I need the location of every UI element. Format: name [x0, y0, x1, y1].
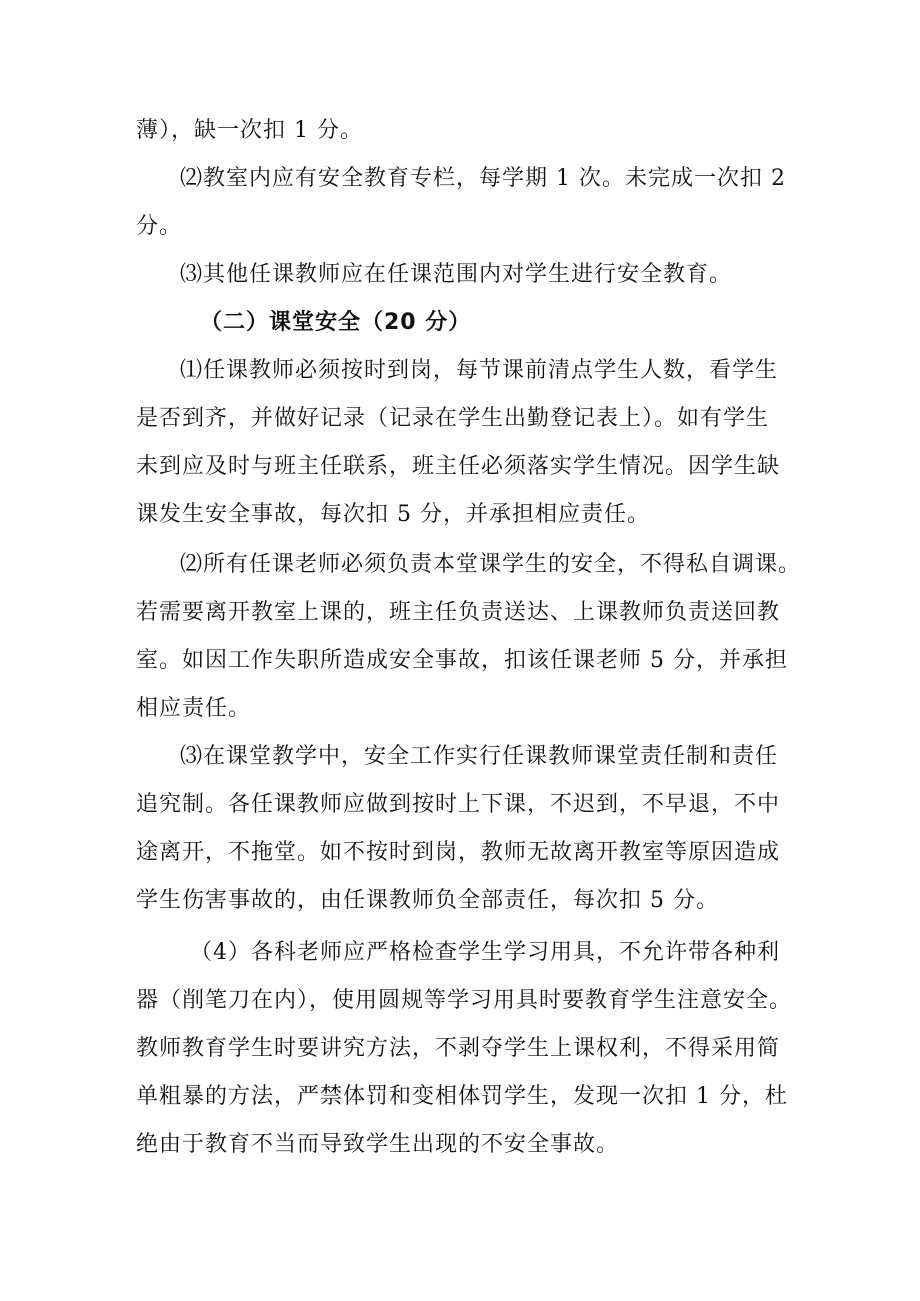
- section-heading: （二）课堂安全（20 分）: [200, 310, 472, 335]
- text-line: 若需要离开教室上课的，班主任负责送达、上课教师负责送回教: [136, 600, 781, 625]
- text-line: 追究制。各任课教师应做到按时上下课，不迟到，不早退，不中: [136, 792, 781, 817]
- text-line: 是否到齐，并做好记录（记录在学生出勤登记表上）。如有学生: [136, 406, 770, 431]
- text-line: 未到应及时与班主任联系，班主任必须落实学生情况。因学生缺: [136, 454, 781, 479]
- text-line: ⑶在课堂教学中，安全工作实行任课教师课堂责任制和责任: [180, 744, 779, 769]
- text-line: ⑵所有任课老师必须负责本堂课学生的安全，不得私自调课。: [180, 552, 802, 577]
- text-line: （4）各科老师应严格检查学生学习用具，不允许带各种利: [190, 940, 780, 965]
- text-line: 室。如因工作失职所造成安全事故，扣该任课老师 5 分，并承担: [136, 648, 788, 673]
- text-line: 绝由于教育不当而导致学生出现的不安全事故。: [136, 1132, 620, 1157]
- text-line: 课发生安全事故，每次扣 5 分，并承担相应责任。: [136, 502, 650, 527]
- text-line: 分。: [136, 214, 183, 239]
- text-line: 途离开，不拖堂。如不按时到岗，教师无故离开教室等原因造成: [136, 840, 781, 865]
- text-line: 薄），缺一次扣 1 分。: [136, 118, 363, 143]
- text-line: 器（削笔刀在内），使用圆规等学习用具时要教育学生注意安全。: [136, 988, 793, 1013]
- text-line: 相应责任。: [136, 696, 252, 721]
- text-line: 学生伤害事故的，由任课教师负全部责任，每次扣 5 分。: [136, 888, 719, 913]
- text-line: ⑵教室内应有安全教育专栏，每学期 1 次。未完成一次扣 2: [180, 166, 786, 191]
- text-line: ⑴任课教师必须按时到岗，每节课前清点学生人数，看学生: [180, 358, 779, 383]
- text-line: 单粗暴的方法，严禁体罚和变相体罚学生，发现一次扣 1 分，杜: [136, 1084, 788, 1109]
- text-line: ⑶其他任课教师应在任课范围内对学生进行安全教育。: [180, 262, 733, 287]
- text-line: 教师教育学生时要讲究方法，不剥夺学生上课权利，不得采用简: [136, 1036, 781, 1061]
